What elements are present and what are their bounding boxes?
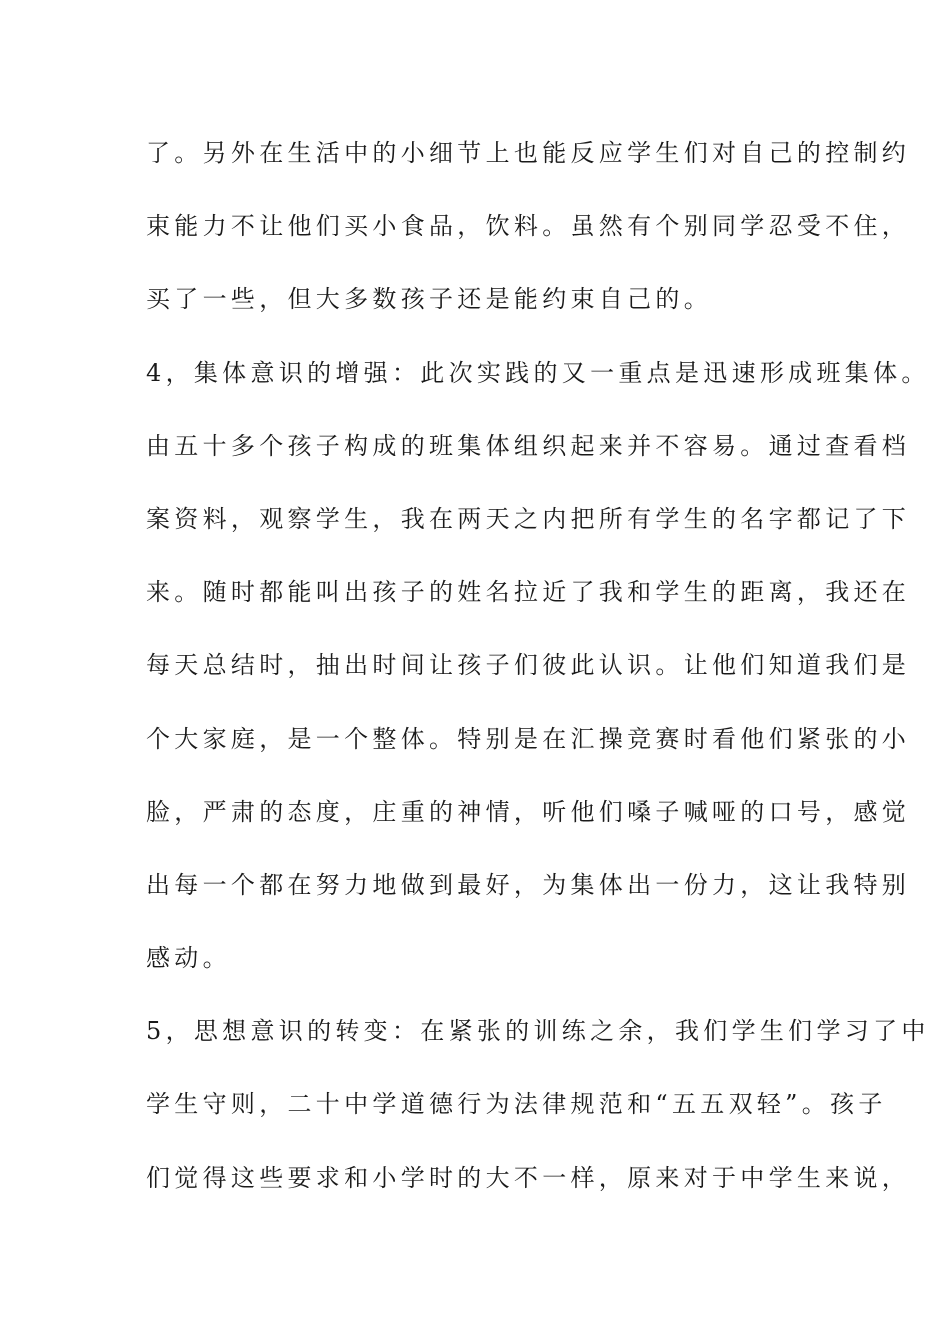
text-line: 5，思想意识的转变：在紧张的训练之余，我们学生们学习了中 — [146, 1017, 930, 1046]
text-line: 由五十多个孩子构成的班集体组织起来并不容易。通过查看档 — [146, 431, 911, 460]
text-line: 个大家庭，是一个整体。特别是在汇操竞赛时看他们紧张的小 — [146, 724, 911, 753]
text-line: 买了一些，但大多数孩子还是能约束自己的。 — [146, 285, 712, 314]
text-line: 学生守则，二十中学道德行为法律规范和“五五双轻”。孩子 — [146, 1090, 887, 1119]
text-line: 出每一个都在努力地做到最好，为集体出一份力，这让我特别 — [146, 870, 911, 899]
text-line: 每天总结时，抽出时间让孩子们彼此认识。让他们知道我们是 — [146, 651, 911, 680]
text-line: 案资料，观察学生，我在两天之内把所有学生的名字都记了下 — [146, 504, 911, 533]
text-line: 了。另外在生活中的小细节上也能反应学生们对自己的控制约 — [146, 139, 911, 167]
text-line: 们觉得这些要求和小学时的大不一样，原来对于中学生来说， — [146, 1163, 911, 1192]
body-text — [146, 127, 930, 1225]
text-line: 感动。 — [146, 944, 231, 973]
text-line: 4，集体意识的增强：此次实践的又一重点是迅速形成班集体。 — [146, 358, 930, 387]
text-line: 来。随时都能叫出孩子的姓名拉近了我和学生的距离，我还在 — [146, 578, 911, 607]
text-line: 束能力不让他们买小食品，饮料。虽然有个别同学忍受不住， — [146, 212, 911, 241]
text-line: 脸，严肃的态度，庄重的神情，听他们嗓子喊哑的口号，感觉 — [146, 797, 911, 826]
